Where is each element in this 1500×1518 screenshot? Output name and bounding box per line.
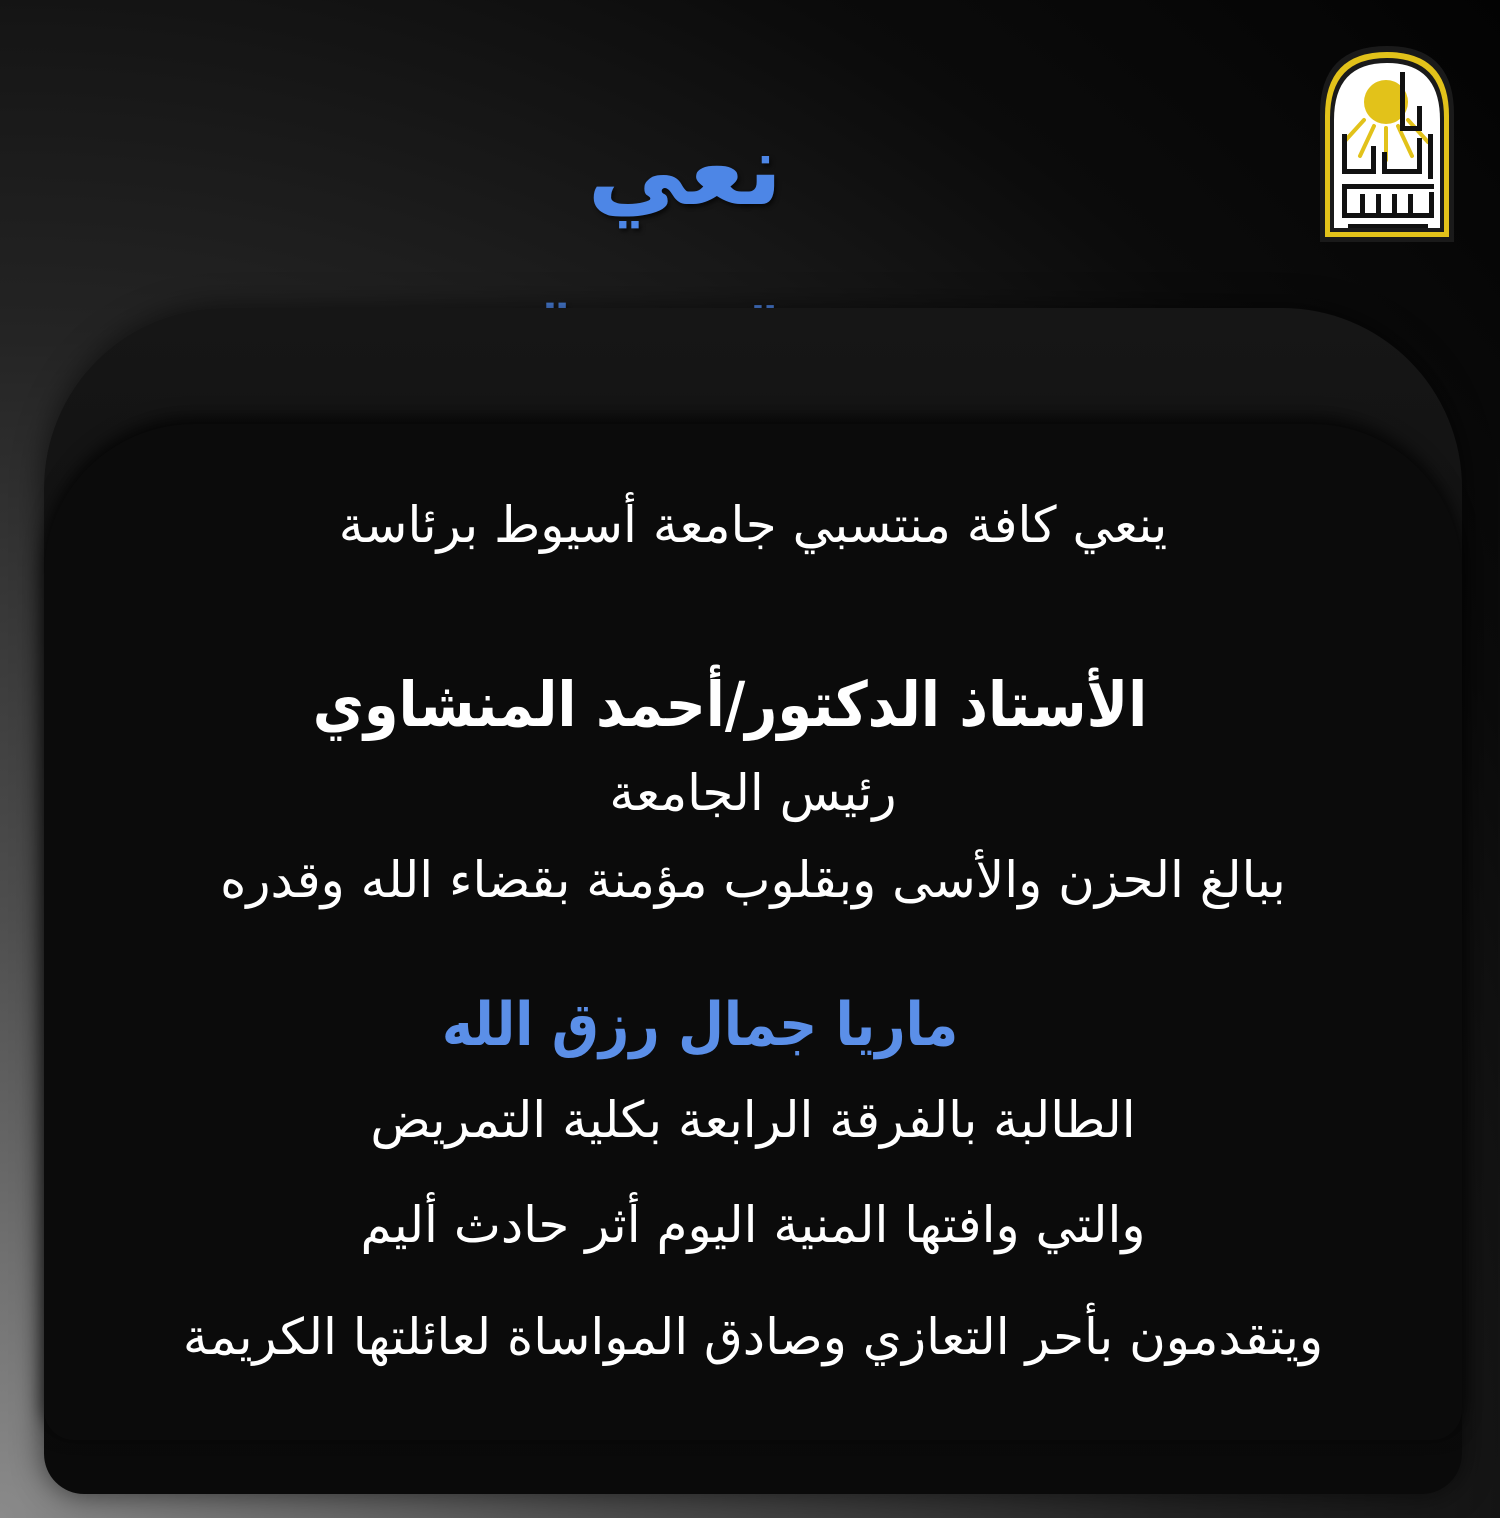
sorrow-text: ببالغ الحزن والأسى وبقلوب مؤمنة بقضاء الله وقدره xyxy=(220,851,1286,909)
condolence-text: ويتقدمون بأحر التعازي وصادق المواساة لعائلتها الكريمة xyxy=(182,1308,1324,1366)
announcement-intro: ينعي كافة منتسبي جامعة أسيوط برئاسة xyxy=(338,496,1168,554)
page-title: نعي xyxy=(587,111,783,228)
passing-text: والتي وافتها المنية اليوم أثر حادث أليم xyxy=(360,1196,1146,1254)
assiut-university-logo-icon xyxy=(1316,42,1458,244)
student-info: الطالبة بالفرقة الرابعة بكلية التمريض xyxy=(370,1091,1136,1149)
deceased-name: ماريا جمال رزق الله xyxy=(441,990,959,1060)
dean-role: رئيس الجامعة xyxy=(609,764,897,822)
dean-name: الأستاذ الدكتور/أحمد المنشاوي xyxy=(312,668,1148,741)
announcement-panel xyxy=(44,424,1462,1440)
